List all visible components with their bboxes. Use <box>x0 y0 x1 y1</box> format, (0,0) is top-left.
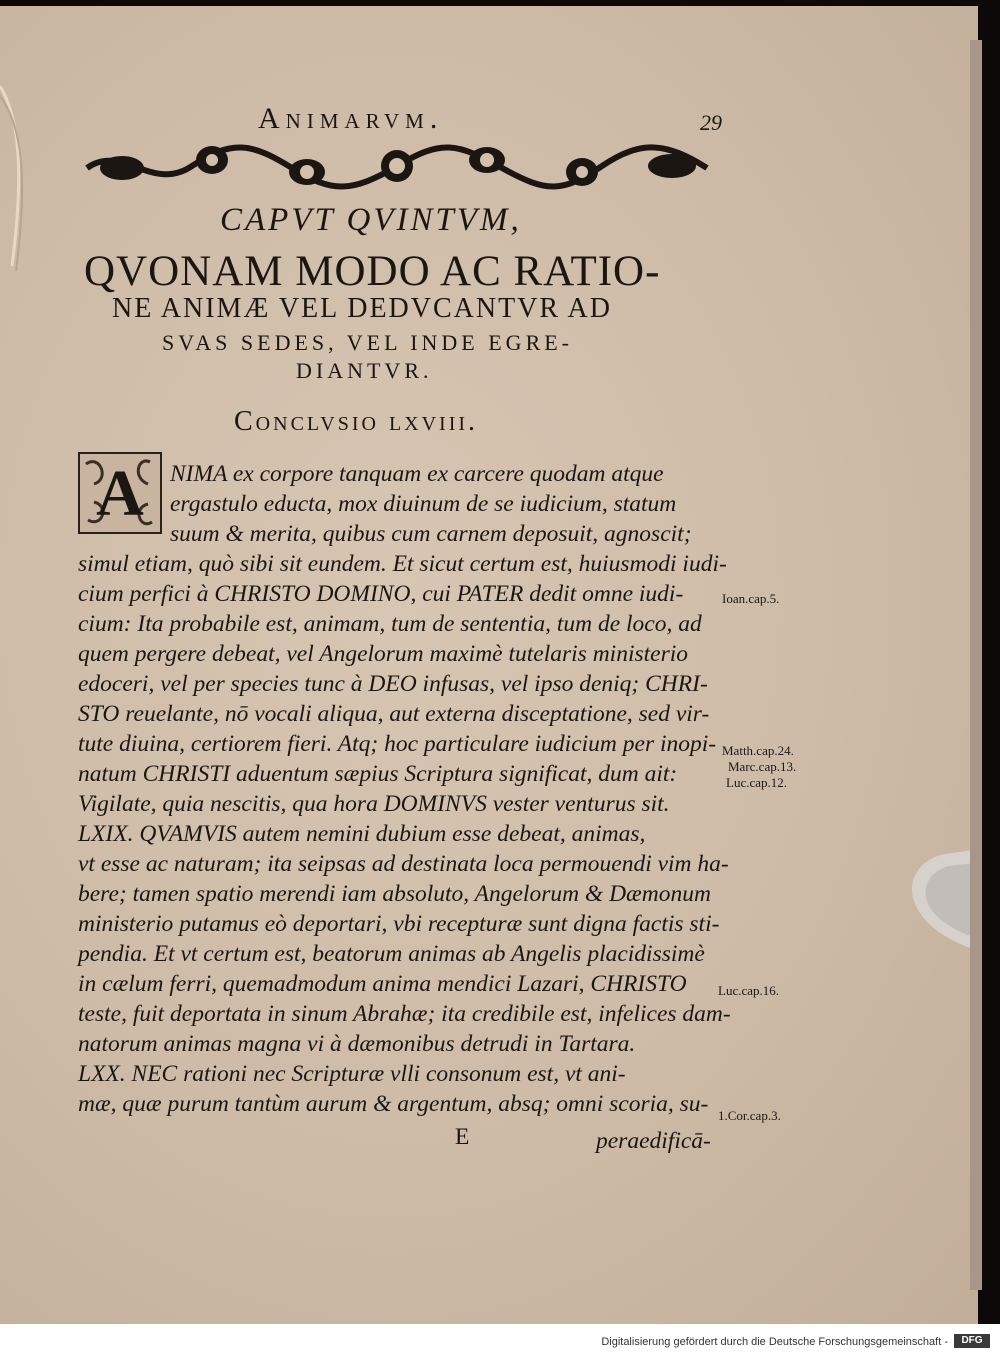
text-line: cium: Ita probabile est, animam, tum de sententia, tum de loco, ad <box>78 611 702 637</box>
margin-note: Matth.cap.24. <box>722 743 794 758</box>
dfg-logo: DFG <box>954 1334 990 1348</box>
text-line: mæ, quæ purum tantùm aurum & argentum, absq; omni scoria, su- <box>78 1091 709 1117</box>
woodcut-ornament-icon <box>82 138 712 196</box>
text-line: ergastulo educta, mox diuinum de se iudicium, statum <box>170 491 677 517</box>
margin-note: Luc.cap.12. <box>726 775 788 790</box>
margin-note: Ioan.cap.5. <box>722 591 780 606</box>
margin-note: 1.Cor.cap.3. <box>718 1108 781 1123</box>
chapter-heading: CAPVT QVINTVM, <box>220 202 522 238</box>
chapter-title-line: NE ANIMÆ VEL DEDVCANTVR AD <box>112 293 612 324</box>
text-line: vt esse ac naturam; ita seipsas ad destinata loca permouendi vim ha- <box>78 851 729 877</box>
page-edge <box>970 40 982 1290</box>
drop-cap-letter: A <box>96 457 144 530</box>
text-line: NIMA ex corpore tanquam ex carcere quodam atque <box>170 461 664 487</box>
text-line: edoceri, vel per species tunc à DEO infusas, vel ipso deniq; CHRI- <box>78 671 708 697</box>
text-line: natum CHRISTI aduentum sæpius Scriptura significat, dum ait: <box>78 761 678 787</box>
signature-mark: E <box>455 1124 470 1150</box>
plastic-clip <box>905 846 978 956</box>
decorated-initial <box>78 452 162 534</box>
conclusio-heading: Conclvsio lxviii. <box>234 406 479 437</box>
text-line: LXX. NEC rationi nec Scripturæ vlli consonum est, vt ani- <box>78 1061 626 1087</box>
running-head: Animarvm. <box>258 102 444 135</box>
text-line: teste, fuit deportata in sinum Abrahæ; ita credibile est, infelices dam- <box>78 1001 731 1027</box>
catchword: peraedificā- <box>596 1128 711 1154</box>
text-line: tute diuina, certiorem fieri. Atq; hoc particulare iudicium per inopi- <box>78 731 717 757</box>
text-line: natorum animas magna vi à dæmonibus detrudi in Tartara. <box>78 1031 636 1057</box>
text-line: ministerio putamus eò deportari, vbi recepturæ sunt digna factis sti- <box>78 911 720 937</box>
text-line: quem pergere debeat, vel Angelorum maximè tutelaris ministerio <box>78 641 689 667</box>
margin-note: Luc.cap.16. <box>718 983 780 998</box>
text-line: LXIX. QVAMVIS autem nemini dubium esse debeat, animas, <box>78 821 646 847</box>
text-line: in cælum ferri, quemadmodum anima mendici Lazari, CHRISTO <box>78 971 687 997</box>
book-page <box>0 6 978 1324</box>
chapter-title-line: SVAS SEDES, VEL INDE EGRE- <box>162 330 574 355</box>
text-line: simul etiam, quò sibi sit eundem. Et sicut certum est, huiusmodi iudi- <box>78 551 727 577</box>
chapter-title-line: QVONAM MODO AC RATIO- <box>84 248 661 295</box>
text-line: STO reuelante, nō vocali aliqua, aut externa disceptatione, sed vir- <box>78 701 710 727</box>
page-number: 29 <box>700 110 722 135</box>
footer-credit: Digitalisierung gefördert durch die Deutsche Forschungsgemeinschaft - <box>601 1336 948 1348</box>
text-line: Vigilate, quia nescitis, qua hora DOMINVS vester venturus sit. <box>78 791 670 817</box>
margin-note: Marc.cap.13. <box>728 759 797 774</box>
text-line: bere; tamen spatio merendi iam absoluto, Angelorum & Dæmonum <box>78 881 711 907</box>
binding-thread <box>0 76 30 276</box>
text-line: suum & merita, quibus cum carnem deposuit, agnoscit; <box>170 521 692 547</box>
chapter-title-line: DIANTVR. <box>296 358 433 383</box>
text-line: cium perfici à CHRISTO DOMINO, cui PATER dedit omne iudi- <box>78 581 684 607</box>
text-line: pendia. Et vt certum est, beatorum animas ab Angelis placidissimè <box>78 941 705 967</box>
